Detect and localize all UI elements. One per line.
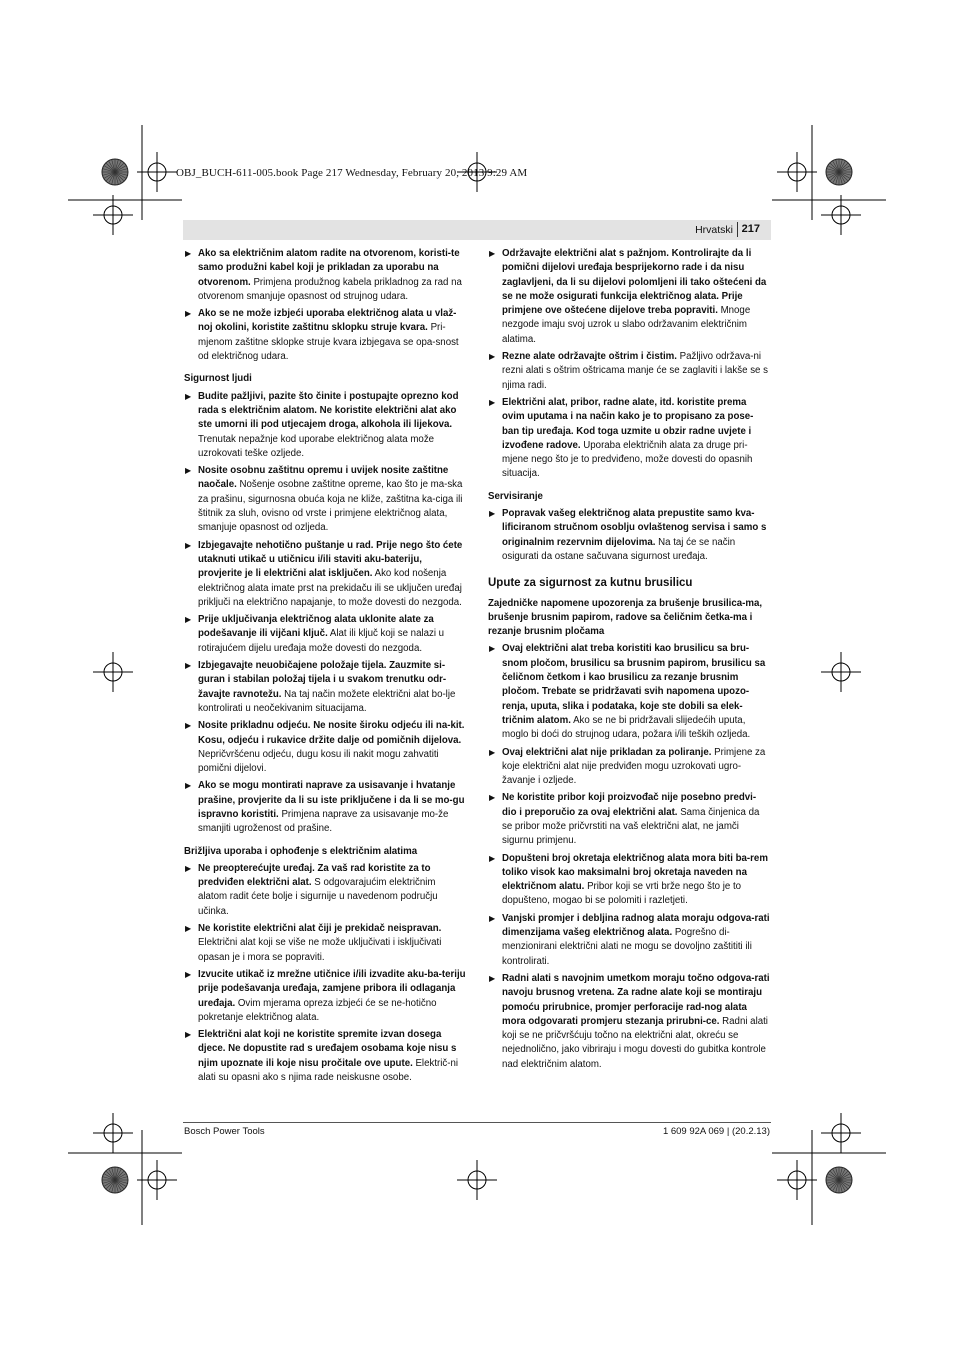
registration-crosshair-icon — [777, 152, 817, 192]
bullet-triangle-icon: ▶ — [185, 466, 192, 476]
list-item — [488, 507, 770, 564]
list-item — [184, 307, 466, 364]
item-emphasis: Električni alat koji ne koristite spremite izvan dosega djece. Ne dopustite rad s uređajem osobama koje nisu s njim upoznate ili koje nisu pročitale ove upute. — [198, 1029, 457, 1069]
item-text: Ako kod nošenja električnog alata imate prst na prekidaču ili se uključen uređaj priključi na električno napajanje, to može dovesti do nezgoda. — [198, 568, 462, 608]
heading-tool-handling: Brižljiva uporaba i ophođenje s električnim alatima — [184, 845, 418, 857]
list-item — [488, 972, 770, 1072]
item-emphasis: Budite pažljivi, pazite što činite i postupajte oprezno kod rada s električnim alatom. Ne koristite električni alat ako ste umorni ili pod utjecajem droga, alkohola ili lijekova. — [198, 390, 459, 431]
item-emphasis: Ako se mogu montirati naprave za usisavanje i hvatanje prašine, provjerite da li su iste priključene i da li se mo-gu ispravno koristiti. — [198, 780, 465, 820]
item-emphasis: Izvucite utikač iz mrežne utičnice i/ili izvadite aku-ba-teriju prije podešavanja uređaja, zamjene pribora ili odlaganja uređaja. — [198, 968, 466, 1009]
list-item — [488, 396, 770, 482]
item-text: Električni alat koji se više ne može uključivati i isključivati opasan je i mora se popraviti. — [198, 937, 442, 963]
item-text: Ovim mjerama opreza izbjeći će se ne-hotično pokretanje električnog alata. — [198, 997, 437, 1023]
registration-crosshair-icon — [821, 195, 861, 235]
registration-crosshair-icon — [137, 152, 177, 192]
list-tool-handling — [184, 862, 466, 1085]
bullet-triangle-icon: ▶ — [185, 1030, 192, 1040]
color-starburst-icon — [826, 1167, 852, 1193]
color-starburst-icon — [102, 1167, 128, 1193]
list-item — [488, 746, 770, 789]
item-text: Pribor koji se vrti brže nego što je to dopušteno, mogao bi se polomiti i razletjeti. — [502, 881, 742, 907]
list-item — [488, 852, 770, 909]
list-item — [488, 247, 770, 347]
list-item — [184, 539, 466, 610]
item-emphasis: Održavajte električni alat s pažnjom. Kontrolirajte da li pomični dijelovi uređaja besprijekorno rade i da nisu zaglavljeni, da li su dijelovi polomljeni ili tako oštećeni da se ne može osigurati funkcija električnog alata. Prije primjene ove oštećene dijelove treba popraviti. — [502, 248, 767, 317]
bullet-triangle-icon: ▶ — [185, 969, 192, 979]
item-emphasis: Izbjegavajte neuobičajene položaje tijela. Zauzmite si-guran i stabilan položaj tijela i u svakom trenutku odr-žavajte ravnotežu. — [198, 660, 447, 700]
item-emphasis: Ovaj električni alat nije prikladan za poliranje. — [502, 746, 712, 758]
bullet-triangle-icon: ▶ — [185, 391, 192, 401]
item-emphasis: Ne koristite pribor koji proizvođač nije posebno predvi-dio i preporučio za ovaj električni alat. — [502, 792, 757, 818]
registration-crosshair-icon — [93, 1113, 133, 1153]
item-text: Primjena produžnog kabela prikladnog za rad na otvorenom smanjuje opasnost od strujnog udara. — [198, 276, 462, 302]
item-text: Primjene za koje električni alat nije predviđen mogu uzrokovati ugro-žavanje i ozljede. — [502, 746, 766, 787]
bullet-triangle-icon: ▶ — [489, 913, 496, 923]
item-emphasis: Ako sa električnim alatom radite na otvorenom, koristi-te samo produžni kabel koji je prikladan za uporabu na otvorenom. — [198, 248, 460, 288]
item-text: Mnoge nezgode imaju svoj uzrok u slabo održavanim električnim alatima. — [502, 305, 751, 345]
bullet-triangle-icon: ▶ — [185, 781, 192, 791]
list-item — [184, 779, 466, 836]
registration-crosshair-icon — [777, 1160, 817, 1200]
item-emphasis: Prije uključivanja električnog alata uklonite alate za podešavanje ili vijčani ključ. — [198, 614, 434, 640]
header-language: Hrvatski — [695, 224, 733, 236]
bullet-triangle-icon: ▶ — [489, 853, 496, 863]
bullet-triangle-icon: ▶ — [185, 615, 192, 625]
list-item — [184, 659, 466, 716]
list-grinder-warnings — [488, 642, 770, 1072]
list-maintenance — [488, 247, 770, 482]
item-emphasis: Izbjegavajte nehotično puštanje u rad. Prije nego što ćete utaknuti utikač u utičnicu i/ili staviti aku-bateriju, provjerite je li električni alat isključen. — [198, 539, 463, 580]
item-text: Pri-mjenom zaštitne sklopke struje kvara izbjegava se opa-snost od električnog udara. — [198, 322, 459, 363]
item-text: Alat ili ključ koji se nalazi u rotirajućem dijelu uređaja može dovesti do nezgoda. — [198, 628, 445, 654]
footer-publisher: Bosch Power Tools — [184, 1126, 265, 1137]
item-text: Primjena naprave za usisavanje mo-že smanjiti ugroženost od prašine. — [198, 808, 449, 835]
list-item — [184, 968, 466, 1025]
bullet-triangle-icon: ▶ — [185, 249, 192, 258]
list-item — [184, 613, 466, 656]
bullet-triangle-icon: ▶ — [489, 352, 496, 362]
bullet-triangle-icon: ▶ — [185, 661, 192, 671]
list-service — [488, 507, 770, 564]
bullet-triangle-icon: ▶ — [489, 747, 496, 757]
item-text: Ako se ne bi pridržavali slijedećih uputa, moglo bi doći do strujnog udara, požara i/ili teških ozljeda. — [502, 714, 751, 741]
list-item — [488, 642, 770, 742]
bullet-triangle-icon: ▶ — [489, 397, 496, 407]
item-emphasis: Dopušteni broj okretaja električnog alata mora biti ba-rem toliko visok kao maksimalni broj okretaja naveden na električnom alatu. — [502, 852, 768, 893]
list-item — [488, 350, 770, 393]
list-item — [184, 922, 466, 965]
item-emphasis: Ovaj električni alat treba koristiti kao brusilicu sa bru-snom pločom, brusilicu sa brusnim papirom, brusilicu sa čeličnom četkom i kao brusilicu za rezanje brusnim pločom. Trebate se pridržavati svih napomena upozo-renja, uputa, slika i podataka, koje ste dobili sa elek-tričnim alatom. — [502, 643, 766, 726]
list-outdoor — [184, 247, 466, 364]
subheading-common-warnings: Zajedničke napomene upozorenja za brušenje brusilica-ma, brušenje brusnim papirom, radove sa čeličnim četka-ma i rezanje brusnim pločama — [488, 597, 763, 638]
footer-document-code: 1 609 92A 069 | (20.2.13) — [662, 1126, 770, 1137]
item-text: Radni alati koji se ne pričvršćuju točno na električni alat, okreću se nejednolično, jako vibriraju i mogu dovesti do gubitka kontrole nad električnim alatom. — [502, 1015, 768, 1070]
list-item — [184, 719, 466, 776]
item-text: Nepričvršćenu odjeću, dugu kosu ili nakit mogu zahvatiti pomični dijelovi. — [198, 748, 439, 775]
item-text: Uporaba električnih alata za druge pri-mjene nego što je to predviđeno, može dovesti do opasnih situacija. — [502, 439, 753, 480]
registration-crosshair-icon — [457, 1160, 497, 1200]
item-emphasis: Radni alati s navojnim umetkom moraju točno odgova-rati navoju brusnog vretena. Za radne alate koji se montiraju pomoću prirubnice, promjer perforacije rad-nog alata mora odgovarati promjeru stezanja prirubni-ce. — [502, 972, 770, 1027]
registration-crosshair-icon — [93, 195, 133, 235]
item-emphasis: Popravak vašeg električnog alata prepustite samo kva-lificiranom stručnom osoblju ovlaštenog servisa i samo s originalnim rezervnim dijelovima. — [502, 508, 767, 548]
item-text: S odgovarajućim električnim alatom radit ćete bolje i sigurnije u navedenom području učinka. — [198, 877, 438, 917]
item-emphasis: Nosite osobnu zaštitnu opremu i uvijek nosite zaštitne naočale. — [198, 465, 449, 491]
bullet-triangle-icon: ▶ — [185, 540, 192, 550]
item-text: Na taj način možete električni alat bo-lje kontrolirati u neočekivanim situacijama. — [198, 688, 456, 714]
item-text: Na taj će se način osigurati da ostane sačuvana sigurnost uređaja. — [502, 536, 736, 562]
bullet-triangle-icon: ▶ — [489, 509, 496, 519]
bullet-triangle-icon: ▶ — [185, 924, 192, 934]
item-text: Nošenje osobne zaštitne opreme, kao što je ma-ska za prašinu, sigurnosna obuća koja ne kliže, zaštitna ka-ciga ili štitnik za sluh, ovisno od vrste i primjene električnog alata, smanjuje opasnost od ozljeda. — [198, 479, 463, 534]
color-starburst-icon — [826, 159, 852, 185]
item-emphasis: Električni alat, pribor, radne alate, itd. koristite prema ovim uputama i na način kako je to propisano za pose-ban tip uređaja. Kod toga uzmite u obzir radne uvjete i izvođene radove. — [502, 396, 754, 451]
heading-service: Servisiranje — [488, 490, 543, 502]
list-item — [184, 464, 466, 535]
print-slug-line: OBJ_BUCH-611-005.book Page 217 Wednesday, February 20, 2013 9:29 AM — [176, 167, 528, 179]
bullet-triangle-icon: ▶ — [185, 863, 192, 873]
bullet-triangle-icon: ▶ — [489, 793, 496, 803]
bullet-triangle-icon: ▶ — [489, 249, 496, 258]
color-starburst-icon — [102, 159, 128, 185]
bullet-triangle-icon: ▶ — [185, 309, 192, 319]
item-text: Pogrešno di-menzionirani električni alati ne mogu se dovoljno zaštititi ili kontrolirati. — [502, 927, 752, 967]
list-item — [184, 1028, 466, 1085]
item-emphasis: Rezne alate održavajte oštrim i čistim. — [502, 351, 677, 363]
right-column — [488, 247, 770, 1075]
registration-crosshair-icon — [137, 1160, 177, 1200]
item-emphasis: Ne koristite električni alat čiji je prekidač neispravan. — [198, 923, 442, 935]
item-emphasis: Ne preopterećujte uređaj. Za vaš rad koristite za to predviđen električni alat. — [198, 862, 431, 889]
header-divider — [737, 222, 738, 237]
item-text: Sama činjenica da se pribor može pričvrstiti na vaš električni alat, ne jamči sigurnu primjenu. — [502, 806, 760, 847]
registration-crosshair-icon — [93, 652, 133, 692]
item-emphasis: Vanjski promjer i debljina radnog alata moraju odgova-rati dimenzijama vašeg električnog alata. — [502, 912, 770, 939]
bullet-triangle-icon: ▶ — [489, 644, 496, 654]
registration-crosshair-icon — [821, 652, 861, 692]
item-text: Pažljivo održava-ni rezni alati s oštrim oštricama manje će se zaglaviti i lakše se s njima radi. — [502, 351, 768, 391]
running-header — [183, 220, 771, 240]
item-text: Trenutak nepažnje kod uporabe električnog alata može uzrokovati teške ozljede. — [198, 433, 435, 459]
bullet-triangle-icon: ▶ — [489, 973, 496, 983]
registration-crosshair-icon — [821, 1113, 861, 1153]
item-text: Električ-ni alati su opasni ako s njima rade neiskusne osobe. — [198, 1057, 458, 1084]
list-people-safety — [184, 390, 466, 837]
item-emphasis: Ako se ne može izbjeći uporaba električnog alata u vlaž-noj okolini, koristite zaštitnu sklopku struje kvara. — [198, 308, 457, 334]
heading-grinder-safety: Upute za sigurnost za kutnu brusilicu — [488, 577, 693, 590]
page-number: 217 — [741, 223, 760, 235]
list-item — [184, 247, 466, 304]
item-emphasis: Nosite prikladnu odjeću. Ne nosite široku odjeću ili na-kit. Kosu, odjeću i rukavice držite dalje od pomičnih dijelova. — [198, 720, 465, 746]
list-item — [488, 912, 770, 969]
list-item — [184, 390, 466, 461]
list-item — [184, 862, 466, 919]
footer-rule — [183, 1122, 771, 1123]
bullet-triangle-icon: ▶ — [185, 721, 192, 731]
list-item — [488, 791, 770, 848]
heading-people-safety: Sigurnost ljudi — [184, 373, 252, 385]
left-column — [184, 247, 466, 1088]
